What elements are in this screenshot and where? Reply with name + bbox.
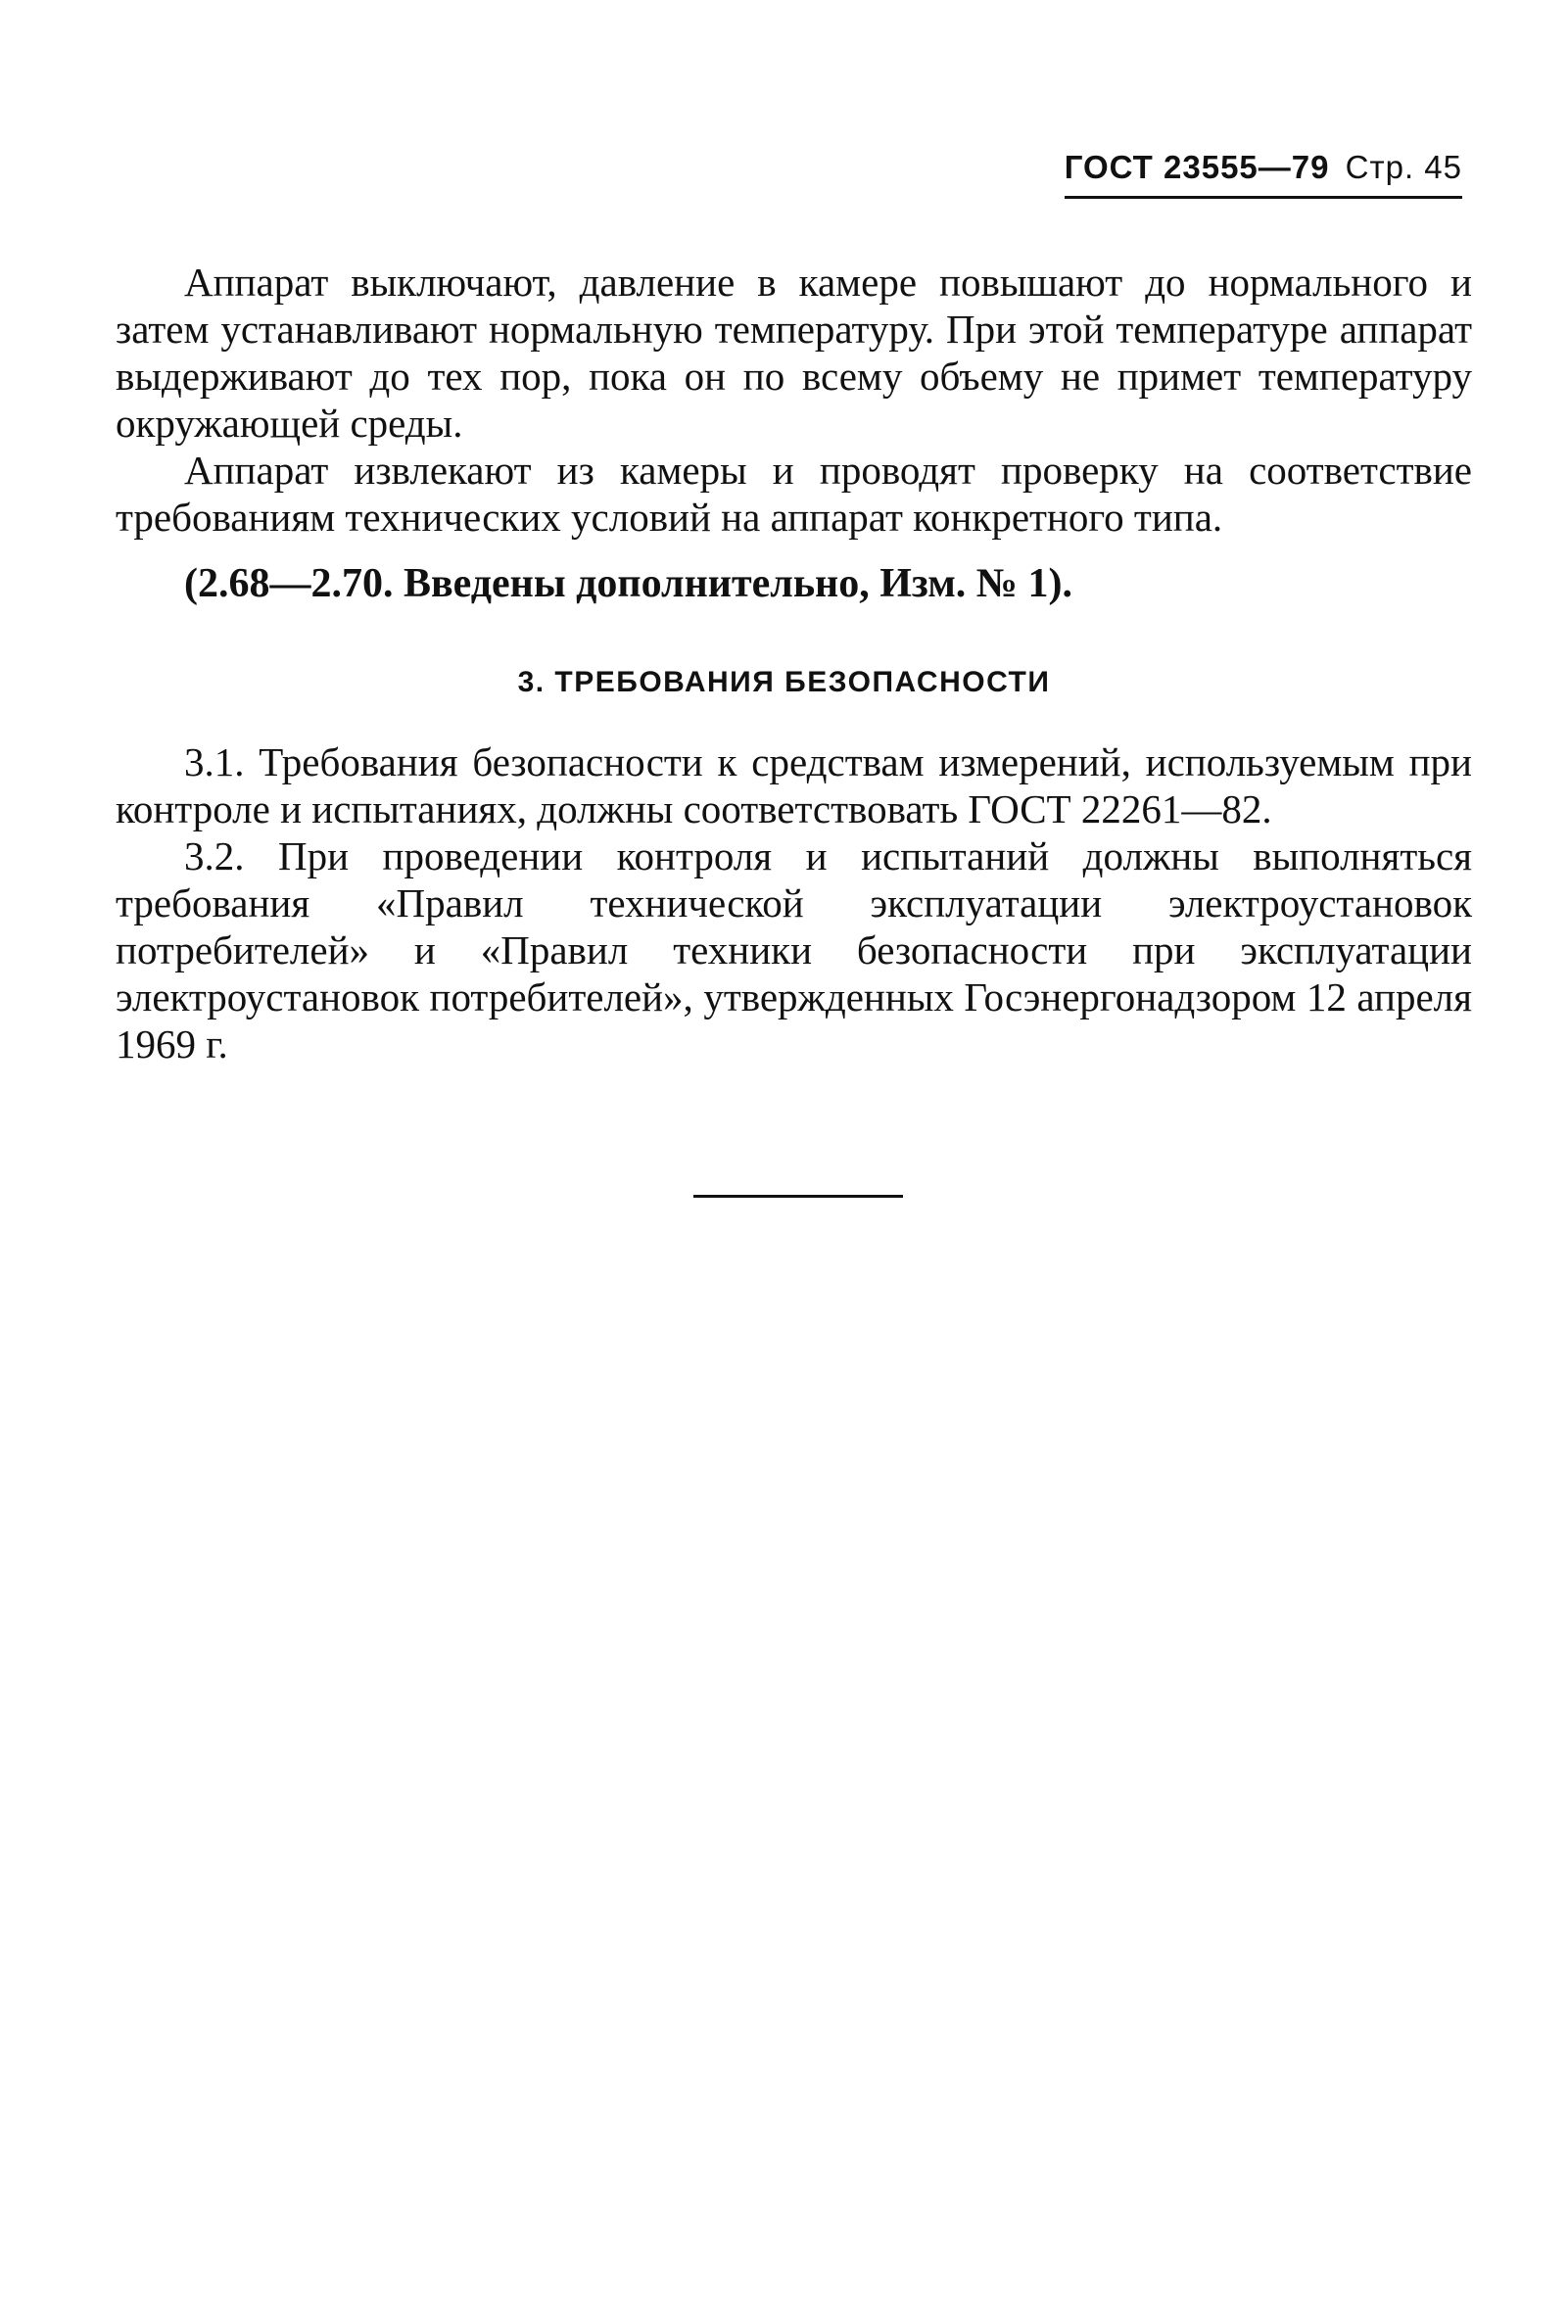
amendment-note: (2.68—2.70. Введены дополнительно, Изм. № 1). <box>184 561 1072 606</box>
running-header <box>1065 149 1462 199</box>
paragraph-apparatus-off: Аппарат выключают, давление в камере повышают до нормального и затем устанавливают нормальную температуру. При этой температуре аппарат выдерживают до тех пор, пока он по всему объему не примет температуру окружающей среды. <box>116 260 1472 446</box>
section-title: 3. ТРЕБОВАНИЯ БЕЗОПАСНОСТИ <box>517 666 1051 698</box>
page-number: Стр. 45 <box>1345 149 1462 185</box>
paragraph-3-1: 3.1. Требования безопасности к средствам измерений, используемым при контроле и испытаниях, должны соответствовать ГОСТ 22261—82. <box>116 739 1472 831</box>
end-rule <box>693 1195 903 1198</box>
standard-number: ГОСТ 23555—79 <box>1064 149 1330 185</box>
body-text-section-3 <box>116 738 1472 1067</box>
paragraph-3-2: 3.2. При проведении контроля и испытаний должны выполняться требования «Правил технической эксплуатации электроустановок потребителей» и «Правил техники безопасности при эксплуатации электроустановок потребителей», утвержденных Госэнергонадзором 12 апреля 1969 г. <box>116 833 1472 1067</box>
paragraph-apparatus-check: Аппарат извлекают из камеры и проводят проверку на соответствие требованиям технических условий на аппарат конкретного типа. <box>116 448 1472 540</box>
body-text-top <box>116 259 1472 541</box>
